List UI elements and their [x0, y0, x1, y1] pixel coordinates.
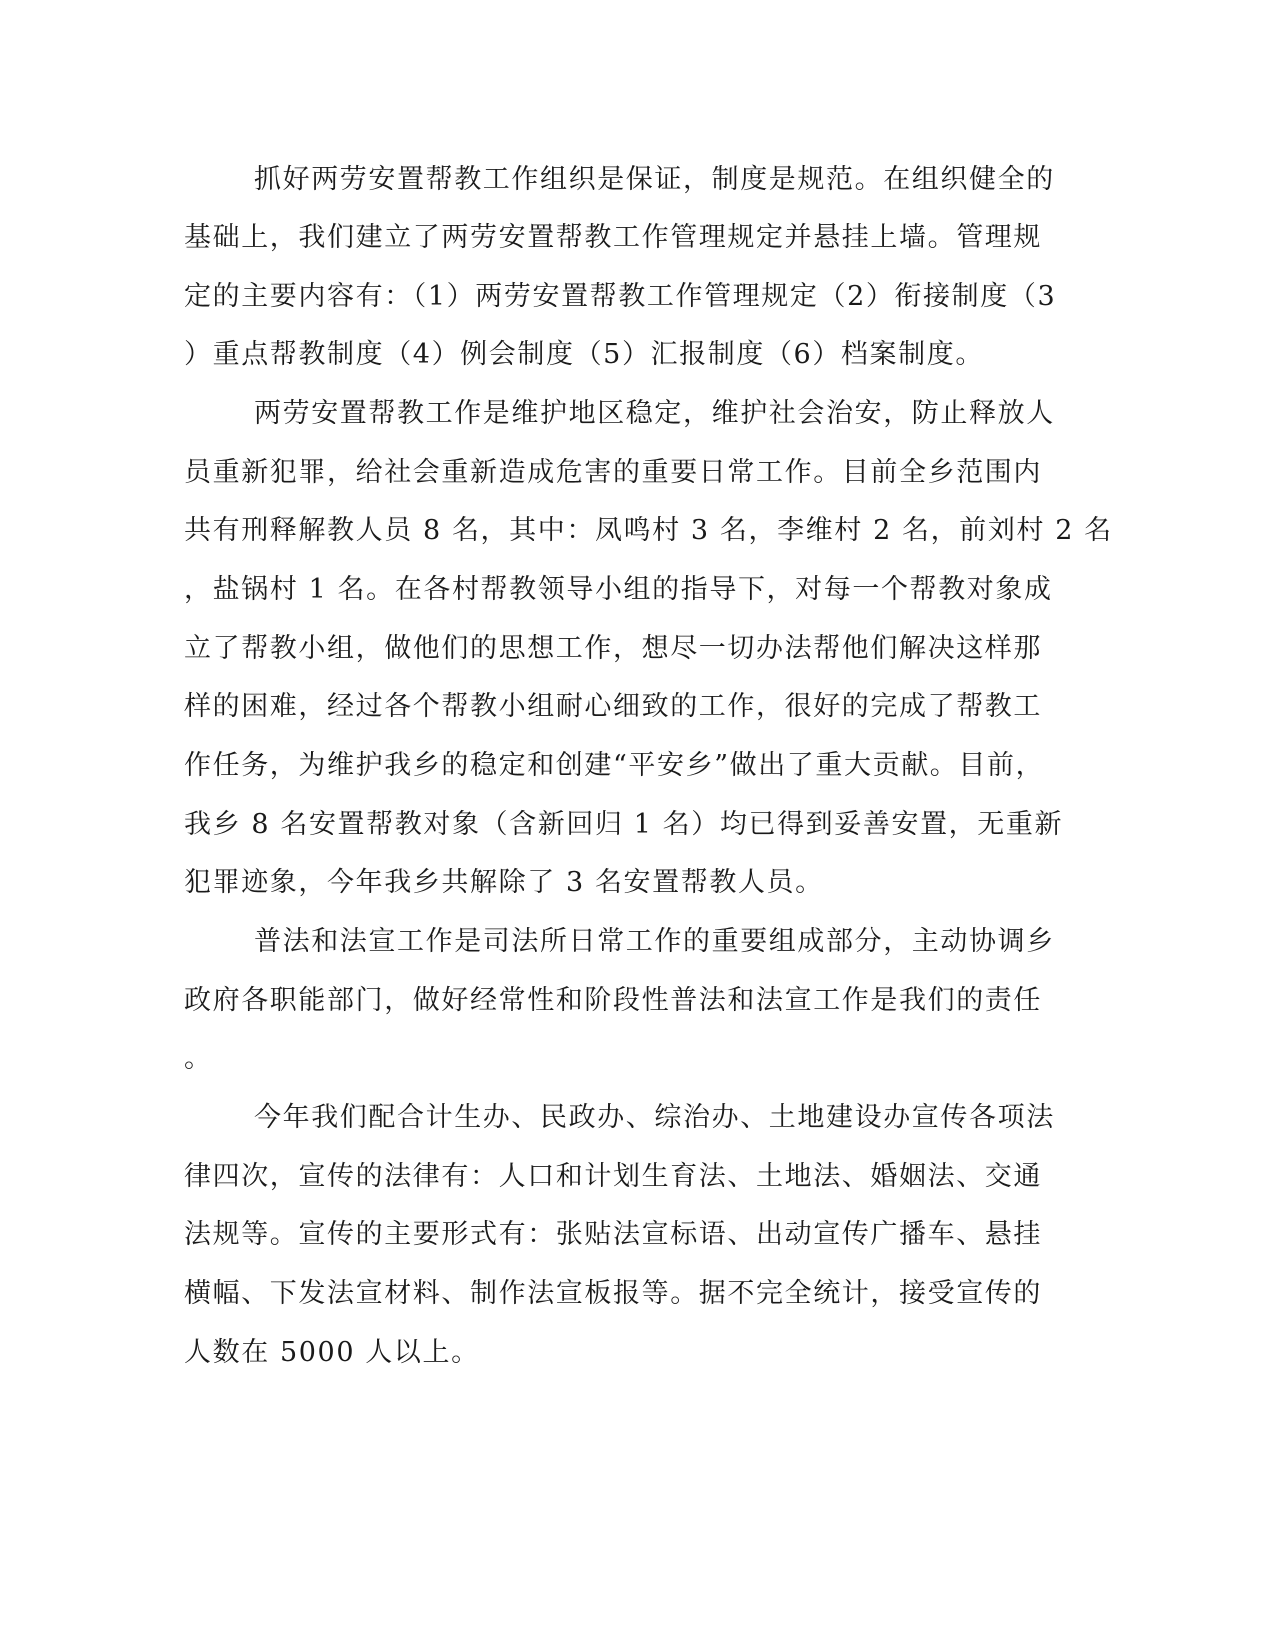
paragraph-1-line-1: 抓好两劳安置帮教工作组织是保证，制度是规范。在组织健全的 — [254, 164, 1055, 195]
paragraph-1-line-3: 定的主要内容有：（1）两劳安置帮教工作管理规定（2）衔接制度（3 — [184, 281, 1057, 312]
paragraph-4-line-5: 人数在 5000 人以上。 — [184, 1337, 480, 1368]
paragraph-2-line-5: 立了帮教小组，做他们的思想工作，想尽一切办法帮他们解决这样那 — [184, 633, 1042, 664]
paragraph-3-line-1: 普法和法宣工作是司法所日常工作的重要组成部分，主动协调乡 — [254, 926, 1055, 957]
paragraph-2-line-2: 员重新犯罪，给社会重新造成危害的重要日常工作。目前全乡范围内 — [184, 457, 1042, 488]
paragraph-1-line-4: ）重点帮教制度（4）例会制度（5）汇报制度（6）档案制度。 — [184, 339, 984, 370]
paragraph-3-line-2: 政府各职能部门，做好经常性和阶段性普法和法宣工作是我们的责任 — [184, 985, 1042, 1016]
paragraph-2-line-6: 样的困难，经过各个帮教小组耐心细致的工作，很好的完成了帮教工 — [184, 691, 1042, 722]
paragraph-4-line-1: 今年我们配合计生办、民政办、综治办、土地建设办宣传各项法 — [254, 1102, 1055, 1133]
paragraph-2-line-3: 共有刑释解教人员 8 名，其中：凤鸣村 3 名，李维村 2 名，前刘村 2 名 — [184, 515, 1113, 546]
paragraph-4-line-2: 律四次，宣传的法律有：人口和计划生育法、土地法、婚姻法、交通 — [184, 1161, 1042, 1192]
paragraph-2-line-4: ，盐锅村 1 名。在各村帮教领导小组的指导下，对每一个帮教对象成 — [184, 574, 1053, 605]
paragraph-2-line-9: 犯罪迹象，今年我乡共解除了 3 名安置帮教人员。 — [184, 867, 824, 898]
paragraph-2-line-7: 作任务，为维护我乡的稳定和创建“平安乡”做出了重大贡献。目前， — [184, 750, 1045, 781]
paragraph-2-line-8: 我乡 8 名安置帮教对象（含新回归 1 名）均已得到妥善安置，无重新 — [184, 809, 1064, 840]
paragraph-2-line-1: 两劳安置帮教工作是维护地区稳定，维护社会治安，防止释放人 — [254, 398, 1055, 429]
paragraph-4-line-3: 法规等。宣传的主要形式有：张贴法宣标语、出动宣传广播车、悬挂 — [184, 1219, 1042, 1250]
paragraph-4-line-4: 横幅、下发法宣材料、制作法宣板报等。据不完全统计，接受宣传的 — [184, 1278, 1042, 1309]
paragraph-3-line-3: 。 — [184, 1043, 213, 1074]
paragraph-1-line-2: 基础上，我们建立了两劳安置帮教工作管理规定并悬挂上墙。管理规 — [184, 222, 1042, 253]
